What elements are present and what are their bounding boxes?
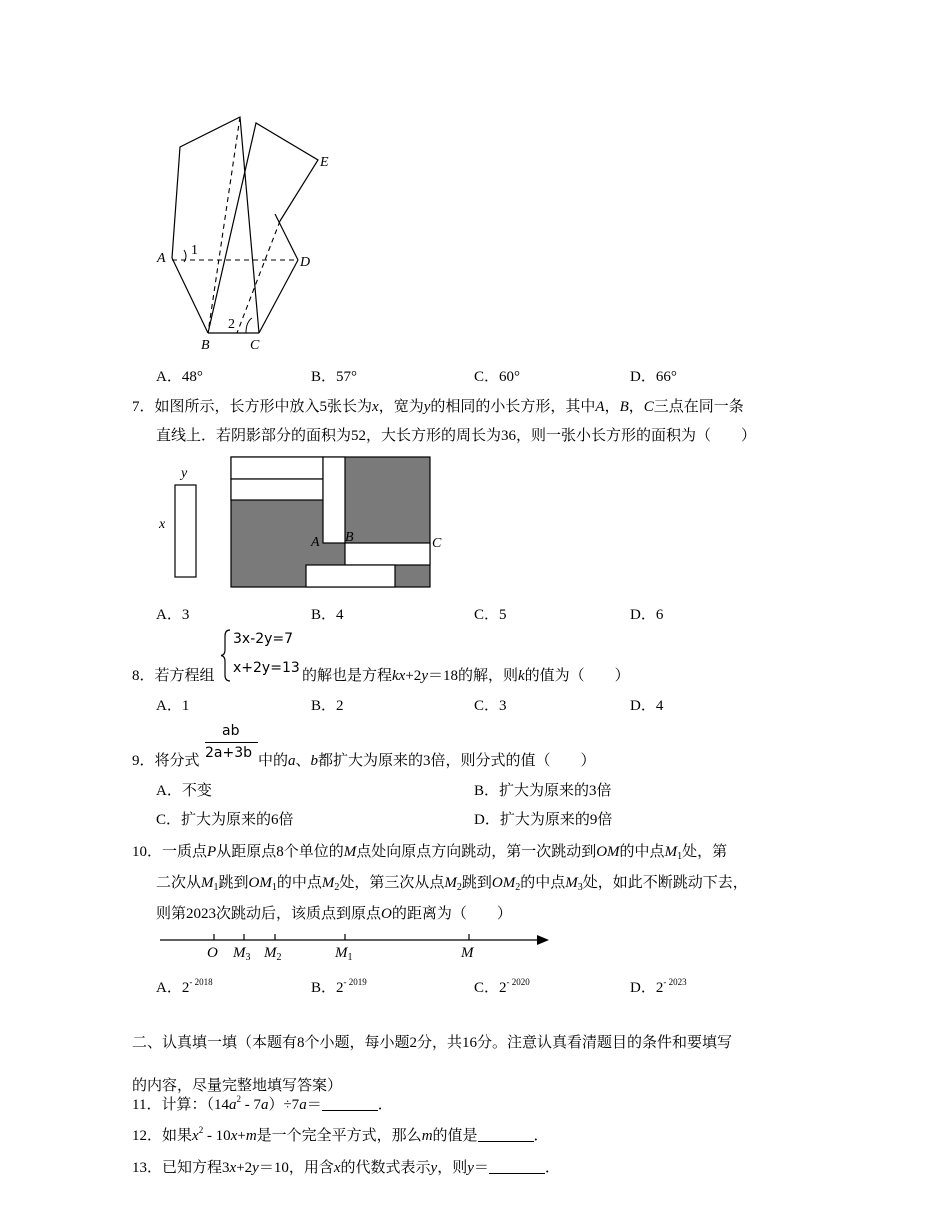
q9-option-a[interactable]: A．不变 (156, 783, 212, 799)
q6-label-a: A (157, 251, 166, 266)
q7-option-c[interactable]: C．5 (474, 607, 507, 623)
q7-option-b[interactable]: B．4 (311, 607, 344, 623)
q7-label-c: C (432, 536, 442, 551)
q7-option-d[interactable]: D．6 (630, 607, 664, 623)
q7-label-b: B (345, 530, 354, 545)
q10-option-b[interactable]: B．$2^{- 2019}$ (311, 977, 367, 996)
q6-option-a[interactable]: A．48° (156, 369, 203, 385)
q10-option-c[interactable]: C．$2^{- 2020}$ (474, 977, 530, 996)
q6-label-d: D (300, 255, 311, 270)
q9-option-c[interactable]: C．扩大为原来的6倍 (156, 812, 294, 828)
q10-option-d-exp: - 2023 (663, 977, 687, 987)
q7-label-y: y (181, 466, 188, 481)
q10-option-a[interactable]: A．$2^{- 2018}$ (156, 977, 213, 996)
q6-figure (150, 110, 350, 355)
section2-line1: 二、认真填一填（本题有8个小题，每小题2分，共16分。注意认真看清题目的条件和要填写 (132, 1035, 733, 1051)
q6-angle2-arc (246, 318, 252, 333)
q8-option-b[interactable]: B．2 (311, 698, 344, 714)
q9-fraction-bar (205, 742, 258, 743)
q12: 12．如果$x^2 - 10x+m$是一个完全平方式，那么m的值是 ． (132, 1125, 549, 1144)
q10-line2: 二次从$M_1$跳到$OM_1$的中点$M_2$处，第三次从点$M_2$跳到$OM_2$的中点$M_3$处，如此不断跳动下去， (156, 875, 748, 893)
q6-option-b[interactable]: B．57° (311, 369, 358, 385)
section2-line2: 的内容，尽量完整地填写答案） (132, 1078, 343, 1094)
q6-option-d[interactable]: D．66° (630, 369, 677, 385)
q7-label-x: x (159, 517, 166, 532)
q10-line1: 10．一质点P从距原点8个单位的M点处向原点方向跳动，第一次跳动到OM的中点$M_1$处，第 (132, 844, 728, 862)
q6-side-cd (259, 260, 298, 333)
q8-suffix: 的解也是方程kx+2y＝18的解，则k的值为（ ） (302, 668, 630, 684)
q10-axis-arrow (537, 935, 549, 945)
q10-option-b-base: 2 (336, 980, 344, 996)
q8-brace (220, 628, 232, 683)
q6-rect-right (208, 123, 318, 333)
q6-label-e: E (320, 155, 329, 170)
q10-option-a-base: 2 (181, 980, 190, 996)
q10-option-a-exp: - 2018 (189, 977, 213, 987)
q9-prefix: 9．将分式 (132, 753, 200, 769)
q10-option-d[interactable]: D．$2^{- 2023}$ (630, 977, 687, 996)
q6-option-c[interactable]: C．60° (474, 369, 521, 385)
q9-suffix: 中的a、b都扩大为原来的3倍，则分式的值（ ） (258, 753, 596, 769)
q11-answer-blank[interactable] (322, 1096, 378, 1111)
q10-label-o: O (207, 945, 218, 961)
q9-option-b[interactable]: B．扩大为原来的3倍 (474, 783, 612, 799)
q11: 11．计算：$(14a^2 - 7a)\div 7a=$ ． (132, 1094, 393, 1113)
q10-option-d-base: 2 (655, 980, 664, 996)
q8-prefix: 8．若方程组 (132, 668, 215, 684)
q7-strip-top1 (231, 457, 323, 479)
q6-label-1: 1 (191, 243, 198, 258)
q10-option-b-exp: - 2019 (343, 977, 367, 987)
q9-option-d[interactable]: D．扩大为原来的9倍 (474, 812, 613, 828)
q12-answer-blank[interactable] (478, 1127, 534, 1142)
q10-label-m3: $M_3$ (233, 945, 251, 963)
q13: 13．已知方程3x+2y＝10，用含x的代数式表示y，则y＝ ． (132, 1160, 560, 1176)
q6-rect-right-dash (237, 221, 280, 333)
q7-strip-vertical (323, 457, 345, 543)
q7-strip-top2 (231, 479, 323, 500)
q8-option-a[interactable]: A．1 (156, 698, 190, 714)
q6-label-c: C (250, 338, 260, 353)
q6-side-ab (172, 258, 208, 333)
q8-eq1: 3x-2y=7 (233, 631, 294, 647)
q6-label-b: B (201, 338, 210, 353)
q7-option-a[interactable]: A．3 (156, 607, 190, 623)
q7-figure (155, 455, 450, 595)
q7-line2: 直线上．若阴影部分的面积为52，大长方形的周长为36，则一张小长方形的面积为（ ） (156, 428, 757, 444)
q10-label-m: M (461, 945, 474, 961)
q8-eq2: x+2y=13 (233, 660, 300, 676)
q9-denominator: 2a+3b (205, 745, 253, 761)
q7-strip-right (345, 543, 430, 565)
q10-option-c-base: 2 (499, 980, 507, 996)
q10-line3: 则第2023次跳动后，该质点到原点O的距离为（ ） (156, 906, 512, 922)
q6-side-d-up (275, 214, 298, 260)
q10-label-m1: $M_1$ (335, 945, 353, 963)
q10-number-line (155, 925, 555, 963)
q10-label-m2: $M_2$ (264, 945, 282, 963)
q6-rect-left-dash (208, 117, 240, 333)
q6-label-2: 2 (228, 317, 235, 332)
q8-option-d[interactable]: D．4 (630, 698, 664, 714)
q10-option-c-exp: - 2020 (506, 977, 530, 987)
q13-answer-blank[interactable] (489, 1159, 545, 1174)
q7-small-rect (175, 485, 196, 577)
q7-line1: 7．如图所示，长方形中放入5张长为x，宽为y的相同的小长方形，其中A，B，C三点在同一条 (132, 399, 744, 415)
q7-label-a: A (311, 535, 320, 550)
q8-option-c[interactable]: C．3 (474, 698, 507, 714)
q7-strip-bottom (306, 565, 395, 587)
q9-numerator: ab (222, 723, 240, 739)
